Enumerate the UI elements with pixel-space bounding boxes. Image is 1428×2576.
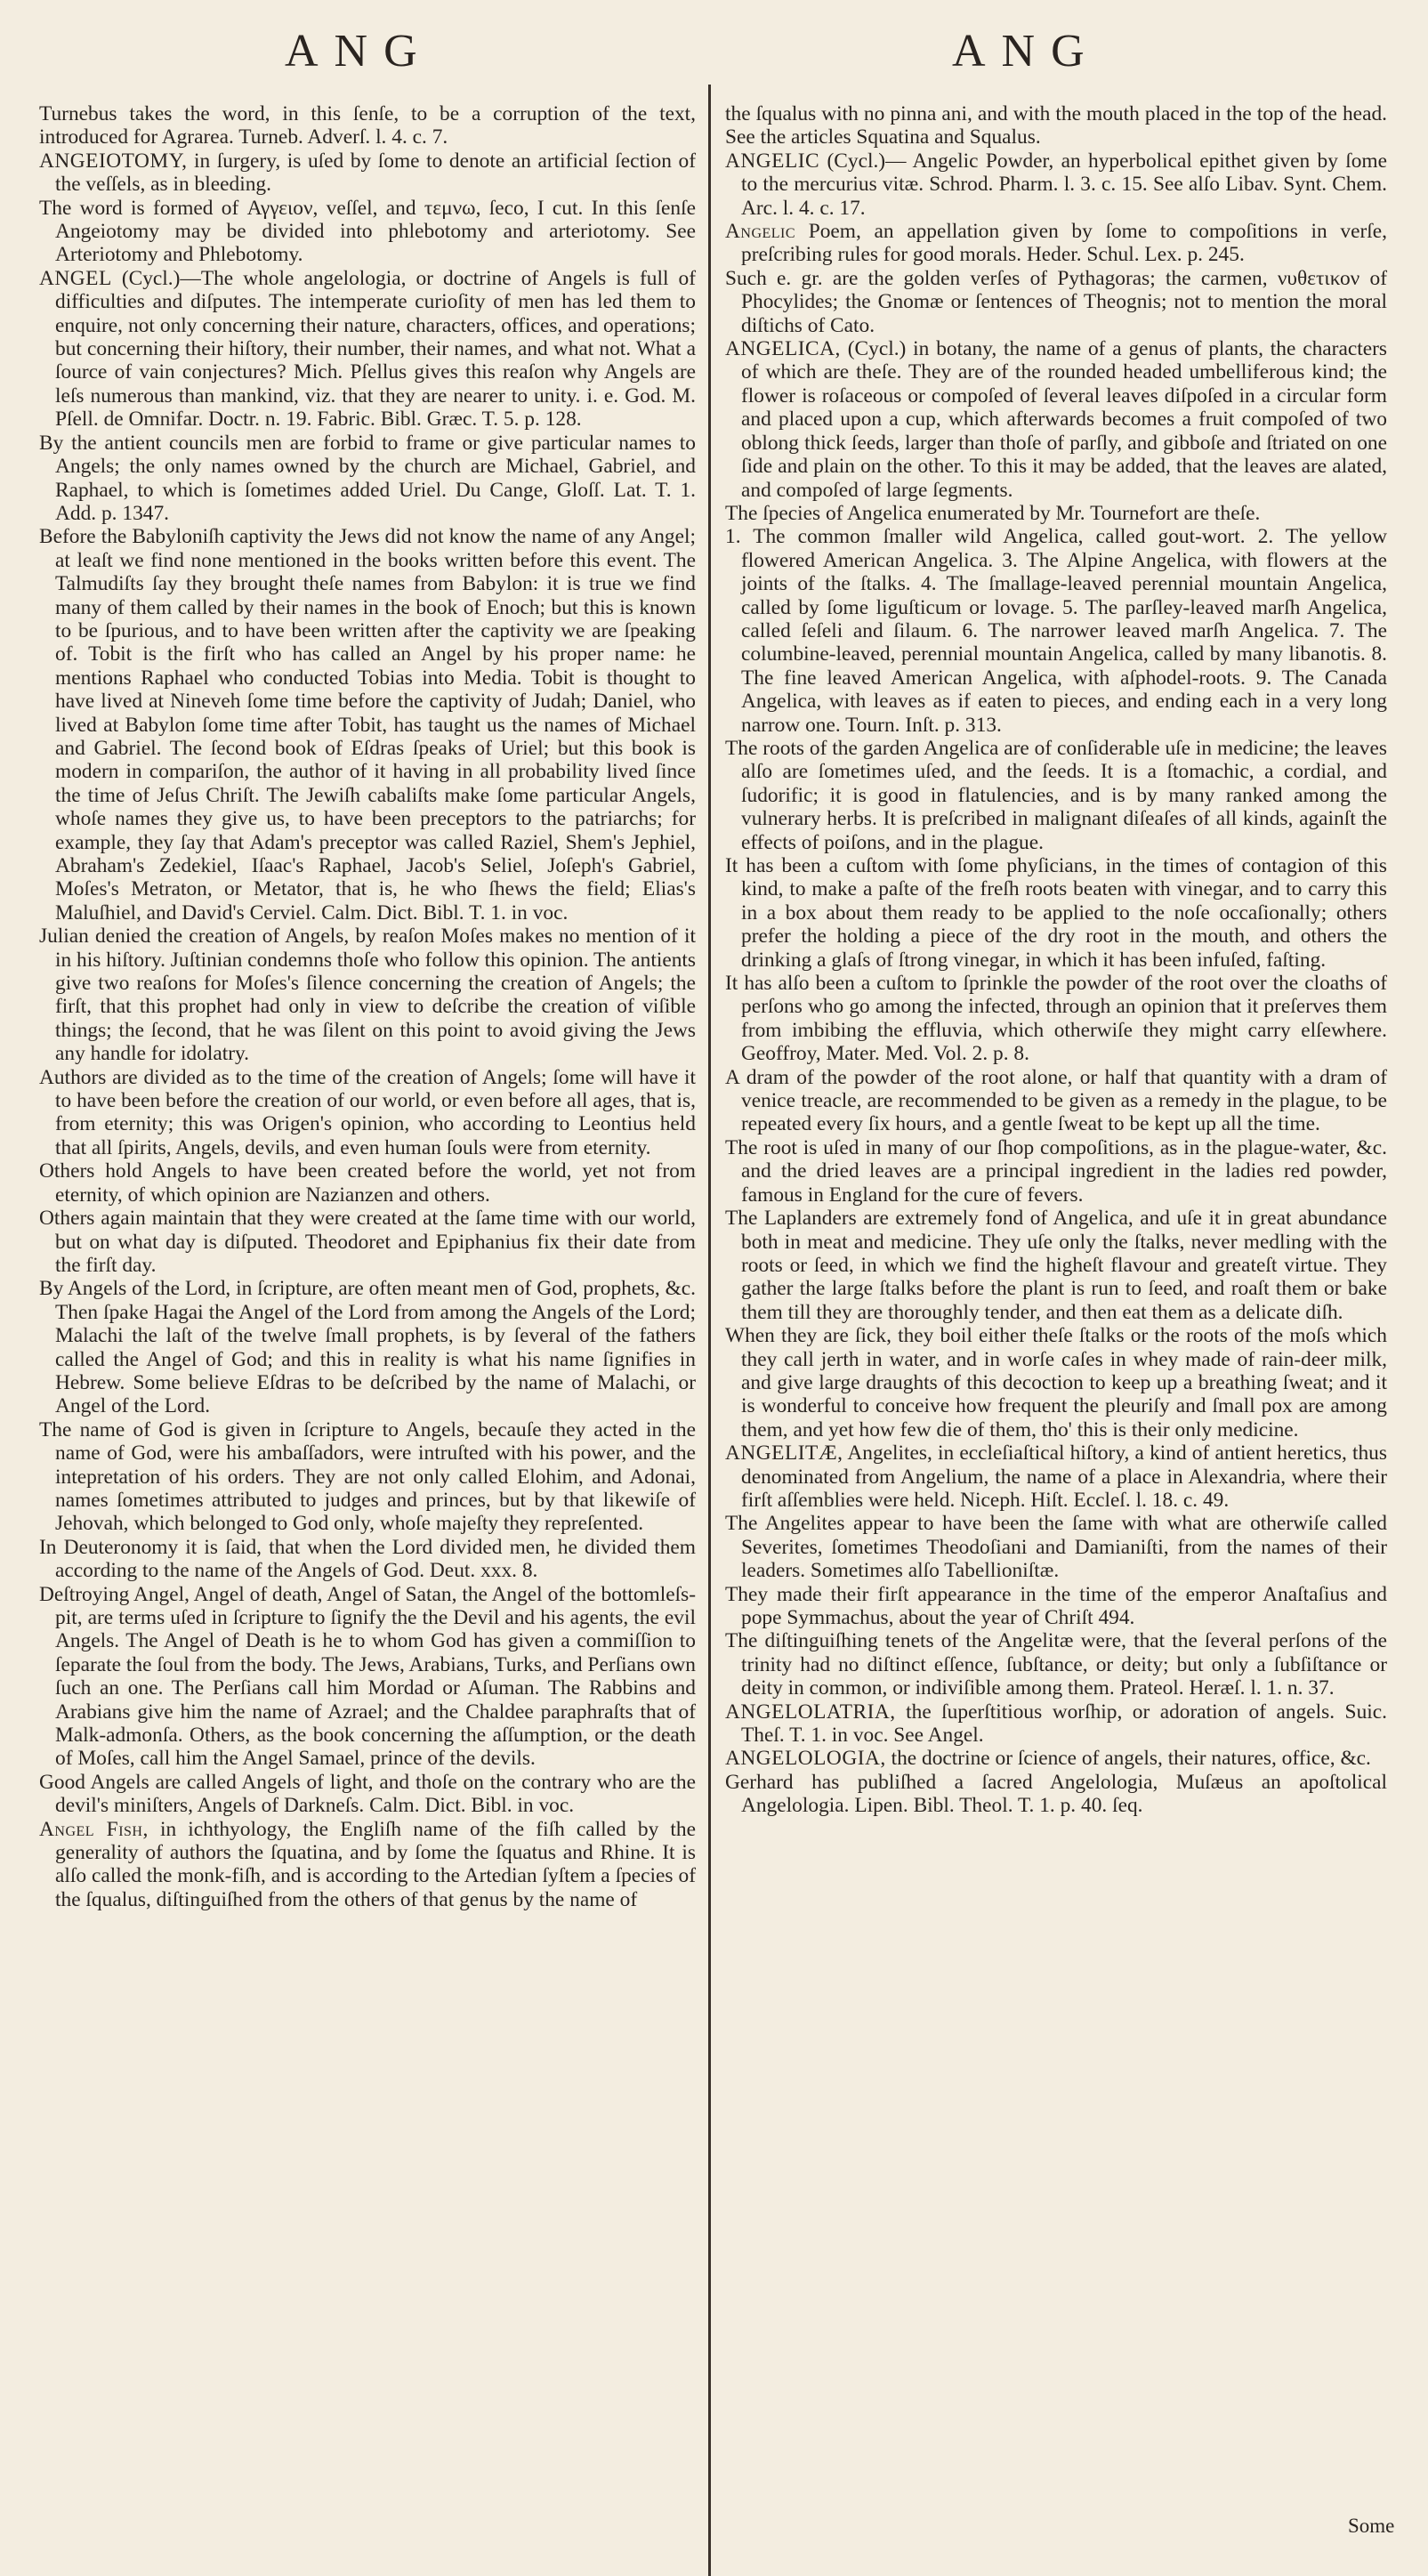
entry-text: Others again maintain that they were created at the ſame time with our world, but on what day is diſputed. Theodoret and Epiphanius fix their date from the firſt day. xyxy=(39,1207,696,1277)
dictionary-entry xyxy=(725,220,1387,267)
entry-paragraph xyxy=(39,197,696,267)
entry-paragraph xyxy=(725,1512,1387,1582)
entry-headword: Angel Fiſh, xyxy=(39,1817,149,1841)
catchword: Some xyxy=(1348,2515,1395,2537)
entry-paragraph xyxy=(725,737,1387,854)
entry-text: the ſqualus with no pinna ani, and with the mouth placed in the top of the head. See the articles Squatina and Squalus. xyxy=(725,102,1387,149)
right-running-head: ANG xyxy=(952,26,1101,77)
entry-headword: ANGEL xyxy=(39,266,112,290)
entry-text: Turnebus takes the word, in this ſenſe, to be a corruption of the text, introduced for Agrarea. Turneb. Adverſ. l. 4. c. 7. xyxy=(39,102,696,149)
entry-paragraph xyxy=(725,1324,1387,1441)
entry-paragraph xyxy=(39,1418,696,1536)
entry-text: It has alſo been a cuſtom to ſprinkle the powder of the root over the cloaths of perſons who go among the infected, through an opinion that it preſerves them from imbibing the effluvia, which otherwiſe they might carry elſewhere. Geoffroy, Mater. Med. Vol. 2. p. 8. xyxy=(725,972,1387,1066)
entry-text: A dram of the powder of the root alone, or half that quantity with a dram of venice treacle, are recommended to be given as a remedy in the plague, to be repeated every ſix hours, and a gentle ſweat to be kept up all the time. xyxy=(725,1065,1387,1136)
entry-text: the ſuperſtitious worſhip, or adoration of angels. Suic. Theſ. T. 1. in voc. See Angel. xyxy=(741,1700,1387,1748)
dictionary-entry xyxy=(725,337,1387,502)
entry-paragraph xyxy=(39,102,696,149)
dictionary-entry xyxy=(725,1700,1387,1748)
entry-text: The name of God is given in ſcripture to Angels, becauſe they acted in the name of God, were his ambaſſadors, were intruſted with his power, and the intepretation of his orders. They are not only called Elohim, and Adonai, names ſometimes attributed to judges and princes, but by that likewiſe of Jehovah, which belonged to God only, whoſe majeſty they repreſented. xyxy=(39,1417,696,1536)
entry-paragraph xyxy=(725,1136,1387,1207)
entry-text: The Laplanders are extremely fond of Angelica, and uſe it in great abundance both in meat and medicine. They uſe only the ſtalks, never medling with the roots or ſeed, in which we find the higheſt flavour and greateſt virtue. They gather the large ſtalks before the plant is run to ſeed, and roaſt them or bake them till they are thoroughly tender, and then eat them as a delicate diſh. xyxy=(725,1207,1387,1324)
entry-headword: ANGELOLOGIA, xyxy=(725,1747,886,1771)
entry-headword: ANGELIC xyxy=(725,149,820,173)
entry-text: By Angels of the Lord, in ſcripture, are often meant men of God, prophets, &c. Then ſpake Hagai the Angel of the Lord from among the Angels of the Lord; Malachi the laſt of the twelve ſmall prophets, is by ſeveral of the fathers called the Angel of God; and this in reality is what his name ſignifies in Hebrew. Some believe Eſdras to be deſcribed by the name of Malachi, or Angel of the Lord. xyxy=(39,1277,696,1418)
entry-text: Gerhard has publiſhed a ſacred Angelologia, Muſæus an apoſtolical Angelologia. Lipen. Bibl. Theol. T. 1. p. 40. ſeq. xyxy=(725,1770,1387,1818)
entry-text: The ſpecies of Angelica enumerated by Mr. Tournefort are theſe. xyxy=(725,501,1261,525)
entry-paragraph xyxy=(725,1583,1387,1630)
entry-text: Such e. gr. are the golden verſes of Pythagoras; the carmen, νυθετικον of Phocylides; the Gnomæ or ſentences of Theognis; not to mention the moral diſtichs of Cato. xyxy=(725,266,1387,337)
entry-text: Before the Babyloniſh captivity the Jews did not know the name of any Angel; at leaſt we find none mentioned in the books written before this event. The Talmudiſts ſay they brought theſe names from Babylon: it is true we find many of them called by their names in the book of Enoch; but this is known to be ſpurious, and to have been written after the captivity we are ſpeaking of. Tobit is the firſt who has called an Angel by his proper name: he mentions Raphael who conducted Tobias into Media. Tobit is thought to have lived at Nineveh ſome time before the captivity of Judah; Daniel, who lived at Babylon ſome time after Tobit, has taught us the names of Michael and Gabriel. The ſecond book of Eſdras ſpeaks of Uriel; but this book is modern in compariſon, the author of it having in all probability lived ſince the time of Jeſus Chriſt. The Jewiſh cabaliſts make ſome particular Angels, whoſe names they give us, to have been preceptors to the patriarchs; for example, they ſay that Adam's preceptor was called Raziel, Shem's Jephiel, Abraham's Zedekiel, Iſaac's Raphael, Jacob's Seliel, Joſeph's Gabriel, Moſes's Metraton, or Metator, that is, he who ſhews the field; Elias's Maluſhiel, and David's Cerviel. Calm. Dict. Bibl. T. 1. in voc. xyxy=(39,525,696,925)
entry-paragraph xyxy=(39,1066,696,1160)
entry-text: in ichthyology, the Engliſh name of the fiſh called by the generality of authors the ſquatina, and by ſome the ſquatus and Rhine. It is alſo called the monk-fiſh, and is according to the Artedian ſyſtem a ſpecies of the ſqualus, diſtinguiſhed from the others of that genus by the name of xyxy=(55,1817,696,1911)
entry-text: Angelites, in eccleſiaſtical hiſtory, a kind of antient heretics, thus denominated from Angelium, the name of a place in Alexandria, where their firſt aſſemblies were held. Niceph. Hiſt. Eccleſ. l. 18. c. 49. xyxy=(741,1441,1387,1512)
entry-paragraph xyxy=(39,925,696,1065)
dictionary-entry xyxy=(39,1818,696,1912)
entry-text: Good Angels are called Angels of light, and thoſe on the contrary who are the devil's miniſters, Angels of Darkneſs. Calm. Dict. Bibl. in voc. xyxy=(39,1770,696,1818)
entry-text: Poem, an appellation given by ſome to compoſitions in verſe, preſcribing rules for good morals. Heder. Schul. Lex. p. 245. xyxy=(741,220,1387,267)
entry-paragraph xyxy=(39,1583,696,1771)
entry-paragraph xyxy=(39,432,696,526)
left-running-head: ANG xyxy=(285,26,433,77)
left-column xyxy=(39,102,696,1911)
entry-text: (Cycl.)— Angelic Powder, an hyperbolical epithet given by ſome to the mercurius vitæ. Schrod. Pharm. l. 3. c. 15. See alſo Libav. Synt. Chem. Arc. l. 4. c. 17. xyxy=(741,149,1387,220)
entry-paragraph xyxy=(725,502,1387,525)
dictionary-entry xyxy=(725,149,1387,220)
entry-paragraph xyxy=(39,1277,696,1417)
entry-text: (Cycl.) in botany, the name of a genus of plants, the characters of which are theſe. They are of the rounded headed umbelliferous kind; the flower is roſaceous or compoſed of ſeveral leaves diſpoſed in a circular form and placed upon a cup, which afterwards becomes a fruit compoſed of two oblong thick ſeeds, larger than thoſe of parſly, and gibboſe and ſtriated on one ſide and plain on the other. To this it may be added, that the leaves are alated, and compoſed of large ſegments. xyxy=(741,337,1387,502)
entry-headword: ANGELICA, xyxy=(725,337,841,361)
entry-paragraph xyxy=(725,972,1387,1066)
entry-text: 1. The common ſmaller wild Angelica, called gout-wort. 2. The yellow flowered American Angelica. 3. The Alpine Angelica, with flowers at the joints of the ſtalks. 4. The ſmallage-leaved perennial mountain Angelica, called by ſome liguſticum or lovage. 5. The parſley-leaved marſh Angelica, called ſeſeli and ſilaum. 6. The narrower leaved marſh Angelica. 7. The columbine-leaved, perennial mountain Angelica, called by many libanotis. 8. The fine leaved American Angelica, with aſphodel-roots. 9. The Canada Angelica, with leaves as if eaten to pieces, and ending each in a very long narrow one. Tourn. Inſt. p. 313. xyxy=(725,525,1387,737)
entry-paragraph xyxy=(39,525,696,925)
running-header xyxy=(0,25,1428,87)
entry-text: The word is formed of Αγγειον, veſſel, and τεμνω, ſeco, I cut. In this ſenſe Angeiotomy may be divided into phlebotomy and arteriotomy. See Arteriotomy and Phlebotomy. xyxy=(39,196,696,267)
entry-paragraph xyxy=(725,102,1387,149)
entry-paragraph xyxy=(39,1771,696,1818)
entry-text: In Deuteronomy it is ſaid, that when the Lord divided men, he divided them according to the name of the Angels of God. Deut. xxx. 8. xyxy=(39,1535,696,1583)
entry-text: the doctrine or ſcience of angels, their natures, office, &c. xyxy=(885,1747,1371,1771)
entry-text: When they are ſick, they boil either theſe ſtalks or the roots of the moſs which they call jerth in water, and in worſe caſes in whey made of rain-deer milk, and give large draughts of this decoction to keep up a breathing ſweat; and it is wonderful to conceive how frequent the pleuriſy and ſmall pox are among them, and yet how few die of them, tho' this is their only medicine. xyxy=(725,1324,1387,1441)
entry-paragraph xyxy=(725,1629,1387,1700)
entry-text: The diſtinguiſhing tenets of the Angelitæ were, that the ſeveral perſons of the trinity had no diſtinct eſſence, ſubſtance, or deity; but only a ſubſiſtance or deity in common, or indiviſible among them. Prateol. Heræſ. l. 1. n. 37. xyxy=(725,1629,1387,1700)
right-column xyxy=(725,102,1387,1818)
entry-headword: ANGELOLATRIA, xyxy=(725,1700,896,1724)
entry-text: Deſtroying Angel, Angel of death, Angel of Satan, the Angel of the bottomleſs-pit, are terms uſed in ſcripture to ſignify the the Devil and his agents, the evil Angels. The Angel of Death is he to whom God has given a commiſſion to ſeparate the ſoul from the body. The Jews, Arabians, Turks, and Perſians own ſuch an one. The Perſians call him Mordad or Aſuman. The Rabbins and Arabians give him the name of Azrael; and the Chaldee paraphraſts that of Malk-admonſa. Others, as the book concerning the aſſumption, or the death of Moſes, call him the Angel Samael, prince of the devils. xyxy=(39,1582,696,1771)
entry-paragraph xyxy=(39,1536,696,1583)
entry-paragraph xyxy=(725,525,1387,737)
entry-text: They made their firſt appearance in the time of the emperor Anaſtaſius and pope Symmachus, about the year of Chriſt 494. xyxy=(725,1582,1387,1629)
entry-text: The root is uſed in many of our ſhop compoſitions, as in the plague-water, &c. and the dried leaves are a principal ingredient in the ladies red powder, famous in England for the cure of fevers. xyxy=(725,1135,1387,1207)
entry-text: The Angelites appear to have been the ſame with what are otherwiſe called Severites, ſometimes Theodoſiani and Damianiſti, from the names of their leaders. Sometimes alſo Tabellioniſtæ. xyxy=(725,1512,1387,1583)
entry-text: Julian denied the creation of Angels, by reaſon Moſes makes no mention of it in his hiſtory. Juſtinian condemns thoſe who follow this opinion. The antients give two reaſons for Moſes's ſilence concerning the creation of Angels; the firſt, that this prophet had only in view to deſcribe the creation of viſible things; the ſecond, that he was ſilent on this point to avoid giving the Jews any handle for idolatry. xyxy=(39,925,696,1066)
column-divider xyxy=(708,85,711,2576)
entry-text: in ſurgery, is uſed by ſome to denote an artificial ſection of the veſſels, as in bleeding. xyxy=(55,149,696,197)
entry-text: Authors are divided as to the time of the creation of Angels; ſome will have it to have been before the creation of our world, or even before all ages, that is, from eternity; this was Origen's opinion, who according to Leontius held that all ſpirits, Angels, devils, and even human ſouls were from eternity. xyxy=(39,1065,696,1159)
entry-paragraph xyxy=(39,1159,696,1207)
entry-paragraph xyxy=(725,267,1387,337)
dictionary-entry xyxy=(39,149,696,197)
entry-paragraph xyxy=(725,1207,1387,1324)
entry-paragraph xyxy=(725,1066,1387,1136)
entry-headword: ANGEIOTOMY, xyxy=(39,149,188,173)
entry-headword: ANGELITÆ, xyxy=(725,1441,843,1466)
dictionary-entry xyxy=(725,1441,1387,1512)
entry-text: By the antient councils men are forbid to frame or give particular names to Angels; the only names owned by the church are Michael, Gabriel, and Raphael, to which is ſometimes added Uriel. Du Cange, Gloſſ. Lat. T. 1. Add. p. 1347. xyxy=(39,431,696,525)
entry-headword: Angelic xyxy=(725,220,796,244)
dictionary-entry xyxy=(39,267,696,432)
entry-paragraph xyxy=(725,1771,1387,1818)
entry-text: It has been a cuſtom with ſome phyſicians, in the times of contagion of this kind, to make a paſte of the freſh roots beaten with vinegar, and to carry this in a box about them ready to be applied to the noſe occaſionally; others prefer the holding a piece of the dry root in the mouth, and others the drinking a glaſs of ſtrong vinegar, in which it has been infuſed, faſting. xyxy=(725,854,1387,972)
entry-text: The roots of the garden Angelica are of conſiderable uſe in medicine; the leaves alſo are ſometimes uſed, and the ſeeds. It is a ſtomachic, a cordial, and ſudorific; it is good in flatulencies, and is by many ranked among the vulnerary herbs. It is preſcribed in malignant diſeaſes of all kinds, againſt the effects of poiſons, and in the plague. xyxy=(725,736,1387,854)
entry-paragraph xyxy=(39,1207,696,1277)
entry-text: (Cycl.)—The whole angelologia, or doctrine of Angels is full of difficulties and diſputes. The intemperate curioſity of men has led them to enquire, not only concerning their nature, characters, offices, and operations; but concerning their hiſtory, their number, their names, and what not. What a ſource of vain conjectures? Mich. Pſellus gives this reaſon why Angels are leſs numerous than mankind, viz. that they are nearer to unity. i. e. God. M. Pſell. de Omnifar. Doctr. n. 19. Fabric. Bibl. Græc. T. 5. p. 128. xyxy=(55,266,696,432)
dictionary-entry xyxy=(725,1747,1387,1770)
entry-paragraph xyxy=(725,854,1387,972)
entry-text: Others hold Angels to have been created before the world, yet not from eternity, of which opinion are Nazianzen and others. xyxy=(39,1159,696,1207)
